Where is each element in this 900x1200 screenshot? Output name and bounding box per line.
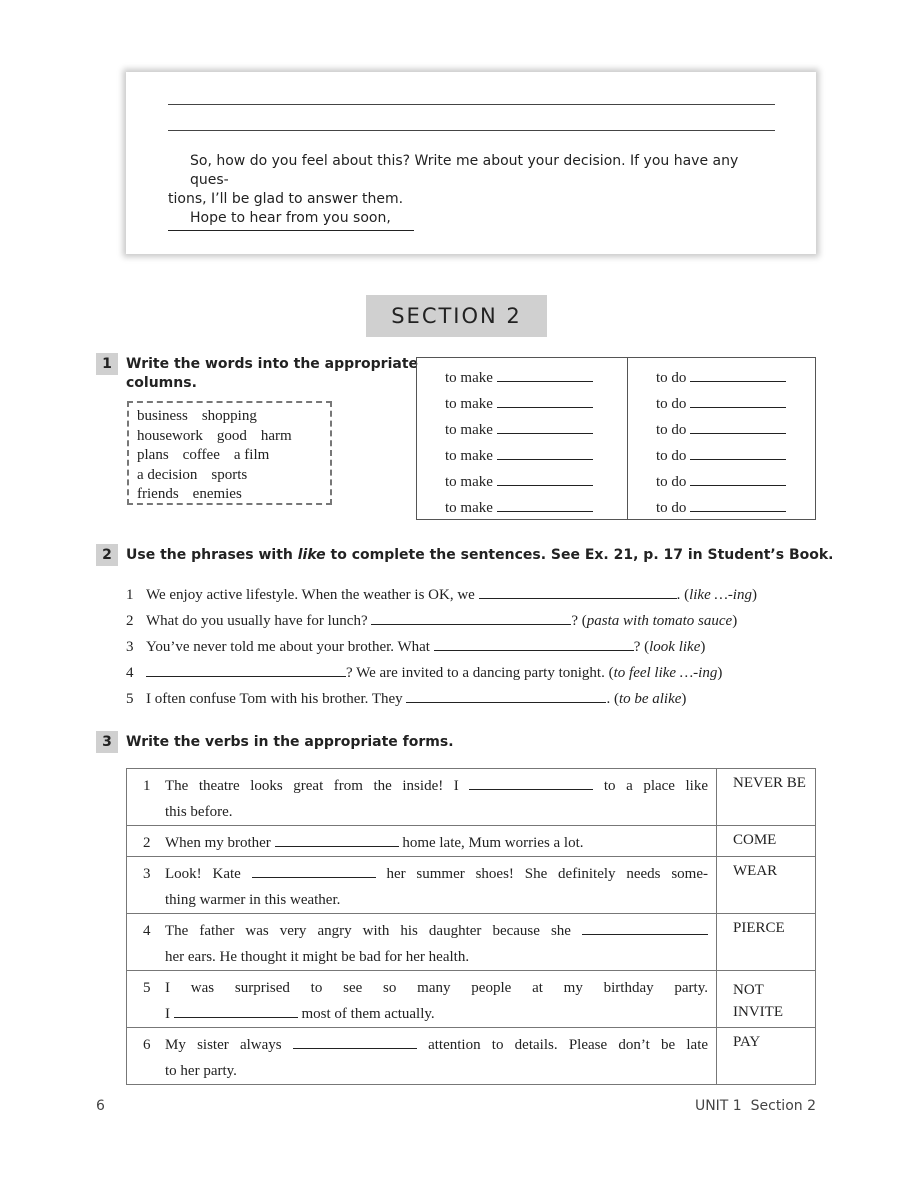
answer-blank[interactable] — [275, 832, 399, 847]
sentence-number: 2 — [126, 613, 134, 629]
question-text: Look! Kate — [165, 866, 241, 882]
columns-table — [416, 357, 816, 520]
question-text: her ears. He thought it might be bad for her health. — [165, 949, 470, 965]
hint: like …-ing — [689, 587, 752, 603]
running-footer — [695, 1098, 816, 1114]
question-cell — [127, 1028, 717, 1085]
title-part: to complete the sentences. See Ex. 21, p. 17 in Student’s Book. — [325, 547, 834, 563]
sentence-number: 4 — [126, 665, 134, 681]
do-label: to do — [656, 448, 687, 464]
sentence-text: . ( — [606, 691, 619, 707]
question-cell — [127, 914, 717, 971]
table-row — [127, 826, 816, 857]
answer-blank[interactable] — [406, 688, 606, 703]
word-item: housework — [137, 427, 203, 444]
word-item: harm — [260, 427, 292, 444]
hint: to be alike — [618, 691, 682, 707]
question-text: I was surprised to see so many people at my birthday party. — [165, 980, 708, 996]
verb-cell: PAY — [717, 1028, 816, 1085]
page-number: 6 — [96, 1098, 105, 1114]
answer-blank[interactable] — [497, 367, 593, 382]
answer-blank[interactable] — [469, 775, 593, 790]
word-item: business — [137, 408, 188, 424]
do-label: to do — [656, 370, 687, 386]
hint: to feel like …-ing — [613, 665, 718, 681]
question-cell — [127, 769, 717, 826]
answer-blank[interactable] — [174, 1003, 298, 1018]
question-cell — [127, 971, 717, 1028]
do-row — [656, 367, 786, 393]
sentence-text: We enjoy active lifestyle. When the weather is OK, we — [146, 587, 475, 603]
signature-line[interactable] — [168, 230, 414, 231]
row-number: 5 — [143, 980, 151, 996]
footer-section: Section 2 — [750, 1098, 816, 1114]
hint: look like — [649, 639, 701, 655]
do-row — [656, 471, 786, 497]
sentence — [126, 688, 686, 708]
exercise-title — [126, 546, 834, 565]
letter-line: So, how do you feel about this? Write me about your decision. If you have any ques- — [190, 153, 739, 188]
make-label: to make — [445, 396, 493, 412]
do-label: to do — [656, 500, 687, 516]
verb-cell: NEVER BE — [717, 769, 816, 826]
exercise-number: 3 — [96, 731, 118, 753]
word-item: a decision — [137, 466, 198, 483]
answer-blank[interactable] — [690, 393, 786, 408]
answer-blank[interactable] — [690, 445, 786, 460]
do-row — [656, 393, 786, 419]
sentence-text: ) — [681, 691, 687, 707]
title-part: like — [297, 547, 326, 563]
make-label: to make — [445, 500, 493, 516]
exercise-title — [126, 355, 418, 393]
do-label: to do — [656, 474, 687, 490]
footer-unit: UNIT 1 — [694, 1098, 742, 1114]
question-text: home late, Mum worries a lot. — [402, 835, 584, 851]
answer-blank[interactable] — [497, 445, 593, 460]
sentence — [126, 610, 737, 630]
make-row — [445, 393, 593, 419]
question-text: this before. — [165, 804, 233, 820]
question-cell — [127, 857, 717, 914]
sentence-text: What do you usually have for lunch? — [146, 613, 368, 629]
row-number: 2 — [143, 835, 151, 851]
make-label: to make — [445, 448, 493, 464]
answer-blank[interactable] — [146, 662, 346, 677]
answer-blank[interactable] — [371, 610, 571, 625]
make-row — [445, 367, 593, 393]
word-item: a film — [233, 447, 270, 463]
make-row — [445, 471, 593, 497]
question-text: her summer shoes! She definitely needs some- — [386, 866, 708, 882]
verb-cell: NOT INVITE — [717, 971, 816, 1028]
sentence-number: 5 — [126, 691, 134, 707]
do-row — [656, 445, 786, 471]
question-text: The theatre looks great from the inside! I — [165, 778, 459, 794]
answer-blank[interactable] — [497, 471, 593, 486]
question-text: attention to details. Please don’t be late — [428, 1037, 709, 1053]
table-row — [127, 769, 816, 826]
sentence-text: ? We are invited to a dancing party tonight. ( — [346, 665, 614, 681]
sentence-text: ) — [717, 665, 723, 681]
answer-blank[interactable] — [497, 497, 593, 512]
do-label: to do — [656, 422, 687, 438]
do-label: to do — [656, 396, 687, 412]
title-part: Use the phrases with — [126, 547, 298, 563]
row-number: 6 — [143, 1037, 151, 1053]
verbs-table — [126, 768, 816, 1085]
make-label: to make — [445, 422, 493, 438]
answer-blank[interactable] — [690, 419, 786, 434]
row-number: 1 — [143, 778, 151, 794]
table-row — [127, 857, 816, 914]
question-text: When my brother — [165, 835, 271, 851]
sentence-text: ) — [751, 587, 757, 603]
exercise-title: Write the verbs in the appropriate forms. — [126, 734, 454, 750]
verb-cell: PIERCE — [717, 914, 816, 971]
word-item: shopping — [201, 408, 257, 424]
question-text: The father was very angry with his daughter because she — [165, 923, 571, 939]
hint: pasta with tomato sauce — [586, 613, 733, 629]
answer-blank[interactable] — [690, 497, 786, 512]
make-row — [445, 497, 593, 523]
table-row — [127, 971, 816, 1028]
word-item: good — [216, 427, 247, 444]
answer-blank[interactable] — [582, 920, 708, 935]
word-item: sports — [211, 466, 248, 483]
sentence — [126, 662, 722, 682]
letter-text — [168, 152, 758, 228]
row-number: 3 — [143, 866, 151, 882]
column-divider — [627, 358, 628, 519]
section-title: SECTION 2 — [366, 295, 547, 337]
sentence-text: ? ( — [633, 639, 650, 655]
sentence-number: 1 — [126, 587, 134, 603]
sentence — [126, 584, 757, 604]
letter-box — [126, 72, 816, 254]
word-item: coffee — [182, 447, 220, 463]
sentence-text: ? ( — [571, 613, 587, 629]
make-label: to make — [445, 370, 493, 386]
exercise-title-line: columns. — [126, 375, 197, 391]
make-label: to make — [445, 474, 493, 490]
exercise-title-line: Write the words into the appropriate — [126, 356, 419, 372]
word-box — [127, 401, 332, 505]
row-number: 4 — [143, 923, 151, 939]
letter-write-line[interactable] — [168, 130, 775, 131]
table-row — [127, 1028, 816, 1085]
answer-blank[interactable] — [479, 584, 677, 599]
word-item: enemies — [192, 486, 242, 502]
sentence-text: You’ve never told me about your brother. What — [146, 639, 430, 655]
answer-blank[interactable] — [293, 1034, 417, 1049]
question-cell — [127, 826, 717, 857]
do-row — [656, 497, 786, 523]
answer-blank[interactable] — [497, 419, 593, 434]
sentence-text: . ( — [676, 587, 690, 603]
do-row — [656, 419, 786, 445]
make-row — [445, 419, 593, 445]
letter-line: Hope to hear from you soon, — [190, 210, 391, 226]
question-text: My sister always — [165, 1037, 282, 1053]
question-text: most of them actually. — [301, 1006, 435, 1022]
word-item: plans — [137, 447, 169, 463]
question-text: thing warmer in this weather. — [165, 892, 341, 908]
exercise-number: 2 — [96, 544, 118, 566]
word-item: friends — [137, 486, 179, 502]
sentence-text: I often confuse Tom with his brother. They — [146, 691, 403, 707]
verb-cell: WEAR — [717, 857, 816, 914]
sentence-number: 3 — [126, 639, 134, 655]
make-row — [445, 445, 593, 471]
letter-line: tions, I’ll be glad to answer them. — [168, 191, 404, 207]
sentence-text: ) — [732, 613, 738, 629]
letter-write-line[interactable] — [168, 104, 775, 105]
answer-blank[interactable] — [690, 367, 786, 382]
answer-blank[interactable] — [252, 863, 376, 878]
answer-blank[interactable] — [434, 636, 634, 651]
sentence-text: ) — [700, 639, 706, 655]
verb-cell: COME — [717, 826, 816, 857]
answer-blank[interactable] — [690, 471, 786, 486]
question-text: I — [165, 1006, 170, 1022]
table-row — [127, 914, 816, 971]
exercise-number: 1 — [96, 353, 118, 375]
question-text: to a place like — [603, 778, 709, 794]
question-text: to her party. — [165, 1063, 237, 1079]
sentence — [126, 636, 705, 656]
answer-blank[interactable] — [497, 393, 593, 408]
